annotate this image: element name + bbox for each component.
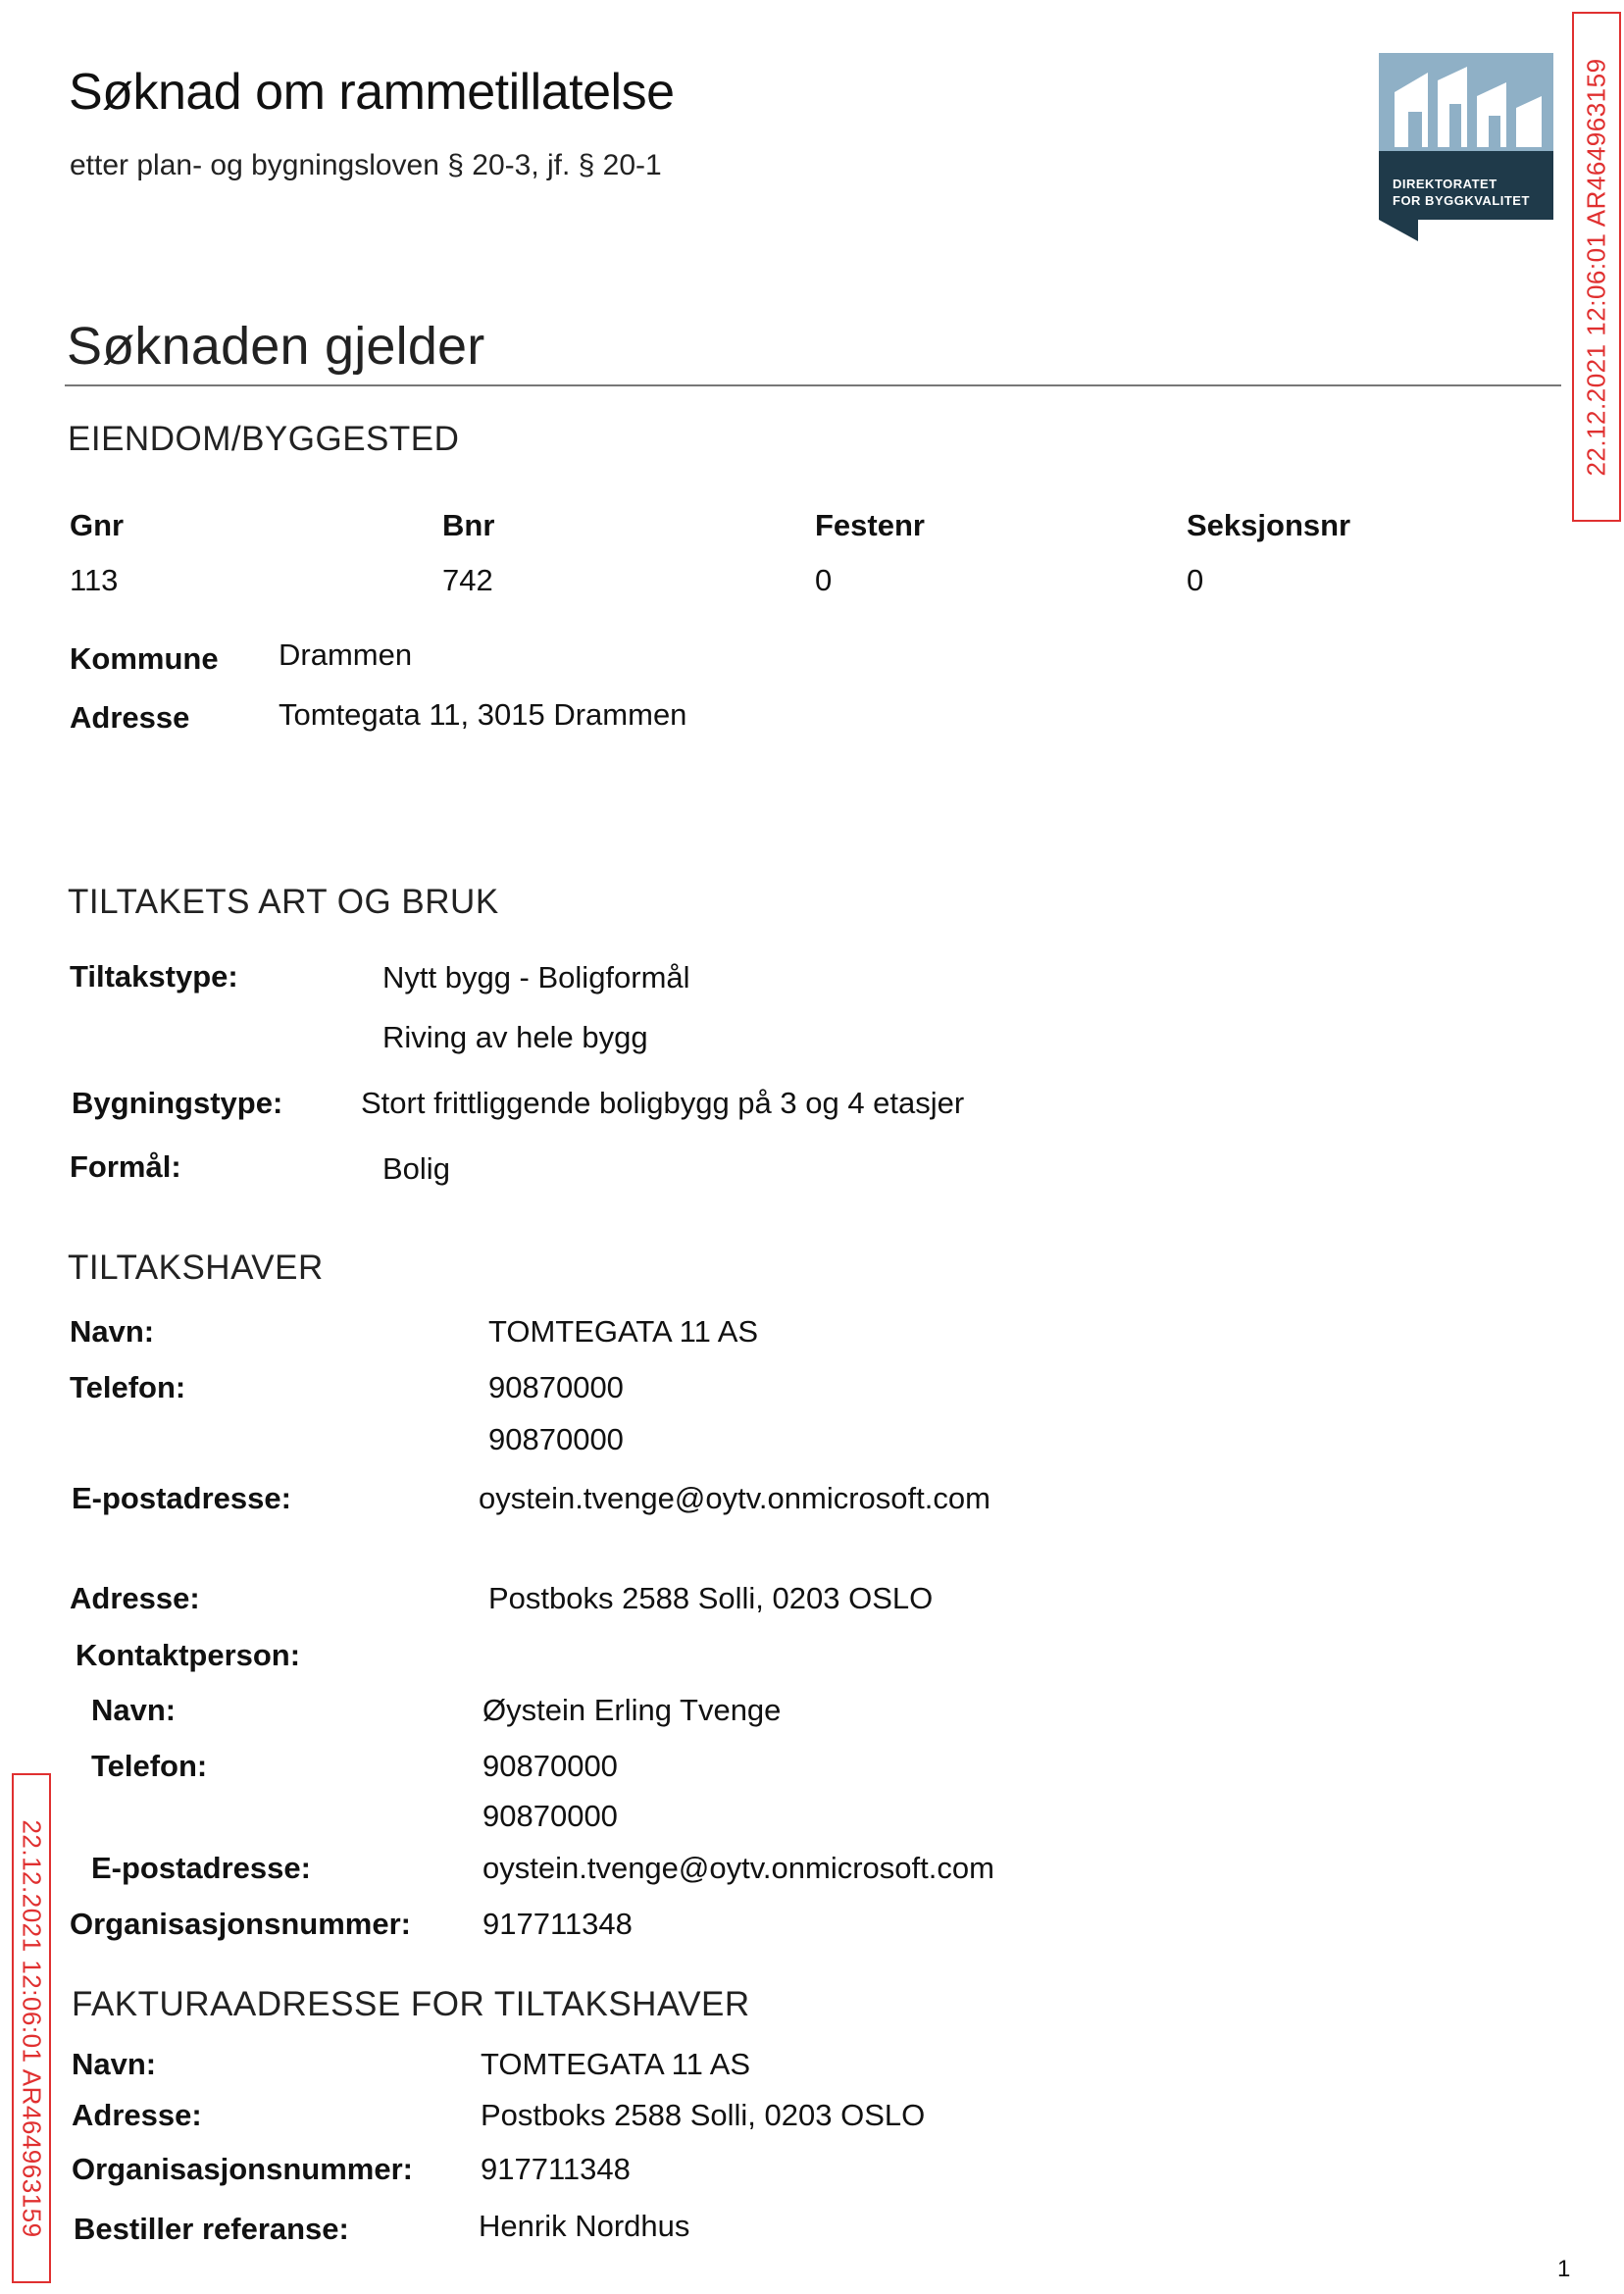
bestiller-referanse-value: Henrik Nordhus: [479, 2209, 690, 2243]
tiltakstype-value-2: Riving av hele bygg: [382, 1020, 648, 1054]
faktura-adresse-value: Postboks 2588 Solli, 0203 OSLO: [481, 2098, 926, 2132]
stamp-text: 22.12.2021 12:06:01 AR464963159: [17, 1818, 47, 2238]
heading-divider: [65, 384, 1561, 386]
gnr-label: Gnr: [70, 508, 125, 542]
tiltakshaver-telefon-label: Telefon:: [70, 1370, 186, 1404]
kontakt-epost-label: E-postadresse:: [91, 1851, 311, 1885]
tiltakshaver-adresse-label: Adresse:: [70, 1581, 200, 1615]
seksjonsnr-value: 0: [1187, 563, 1204, 597]
faktura-orgnr-label: Organisasjonsnummer:: [72, 2152, 413, 2186]
orgnr-value: 917711348: [482, 1907, 633, 1941]
section-heading: Søknaden gjelder: [67, 317, 485, 376]
kontakt-telefon-2: 90870000: [482, 1799, 618, 1833]
document-title: Søknad om rammetillatelse: [69, 64, 675, 121]
tiltakshaver-adresse-value: Postboks 2588 Solli, 0203 OSLO: [488, 1581, 934, 1615]
eiendom-heading: EIENDOM/BYGGESTED: [68, 420, 460, 458]
timestamp-stamp-bottom: [12, 1773, 51, 2283]
bnr-value: 742: [442, 563, 493, 597]
faktura-adresse-label: Adresse:: [72, 2098, 202, 2132]
seksjonsnr-label: Seksjonsnr: [1187, 508, 1351, 542]
kommune-value: Drammen: [279, 637, 413, 672]
stamp-text: 22.12.2021 12:06:01 AR464963159: [1581, 57, 1611, 477]
tiltakshaver-epost-value: oystein.tvenge@oytv.onmicrosoft.com: [479, 1481, 990, 1515]
orgnr-label: Organisasjonsnummer:: [70, 1907, 411, 1941]
kontakt-navn-value: Øystein Erling Tvenge: [482, 1693, 782, 1727]
tiltakshaver-heading: TILTAKSHAVER: [68, 1249, 324, 1287]
kontaktperson-label: Kontaktperson:: [76, 1638, 301, 1672]
tiltakstype-label: Tiltakstype:: [70, 959, 238, 994]
adresse-label: Adresse: [70, 700, 190, 735]
kommune-label: Kommune: [70, 641, 219, 676]
tiltakshaver-navn-value: TOMTEGATA 11 AS: [488, 1314, 759, 1349]
kontakt-navn-label: Navn:: [91, 1693, 177, 1727]
dibk-logo: [1379, 53, 1553, 241]
logo-text-line1: DIREKTORATET: [1393, 177, 1497, 191]
festenr-value: 0: [815, 563, 833, 597]
gnr-value: 113: [70, 563, 119, 597]
faktura-heading: FAKTURAADRESSE FOR TILTAKSHAVER: [72, 1985, 750, 2023]
faktura-navn-value: TOMTEGATA 11 AS: [481, 2047, 751, 2081]
formal-value: Bolig: [382, 1151, 450, 1186]
tiltakshaver-epost-label: E-postadresse:: [72, 1481, 291, 1515]
page-number: 1: [1557, 2256, 1571, 2282]
tiltakshaver-telefon-2: 90870000: [488, 1422, 624, 1456]
tiltakshaver-telefon-1: 90870000: [488, 1370, 624, 1404]
bygningstype-label: Bygningstype:: [72, 1086, 283, 1120]
document-subtitle: etter plan- og bygningsloven § 20-3, jf. § 20-1: [70, 149, 662, 181]
logo-text-line2: FOR BYGGKVALITET: [1393, 193, 1530, 208]
kontakt-telefon-label: Telefon:: [91, 1749, 208, 1783]
adresse-value: Tomtegata 11, 3015 Drammen: [279, 697, 687, 732]
timestamp-stamp-top: [1572, 12, 1621, 522]
kontakt-telefon-1: 90870000: [482, 1749, 618, 1783]
tiltakstype-value-1: Nytt bygg - Boligformål: [382, 960, 690, 994]
kontakt-epost-value: oystein.tvenge@oytv.onmicrosoft.com: [482, 1851, 994, 1885]
formal-label: Formål:: [70, 1149, 181, 1184]
faktura-navn-label: Navn:: [72, 2047, 157, 2081]
tiltakshaver-navn-label: Navn:: [70, 1314, 155, 1349]
bygningstype-value: Stort frittliggende boligbygg på 3 og 4 etasjer: [361, 1086, 965, 1120]
bestiller-referanse-label: Bestiller referanse:: [74, 2212, 349, 2246]
bnr-label: Bnr: [442, 508, 495, 542]
faktura-orgnr-value: 917711348: [481, 2152, 631, 2186]
festenr-label: Festenr: [815, 508, 925, 542]
tiltak-heading: TILTAKETS ART OG BRUK: [68, 883, 499, 921]
dibk-logo-graphic: [1379, 53, 1553, 241]
